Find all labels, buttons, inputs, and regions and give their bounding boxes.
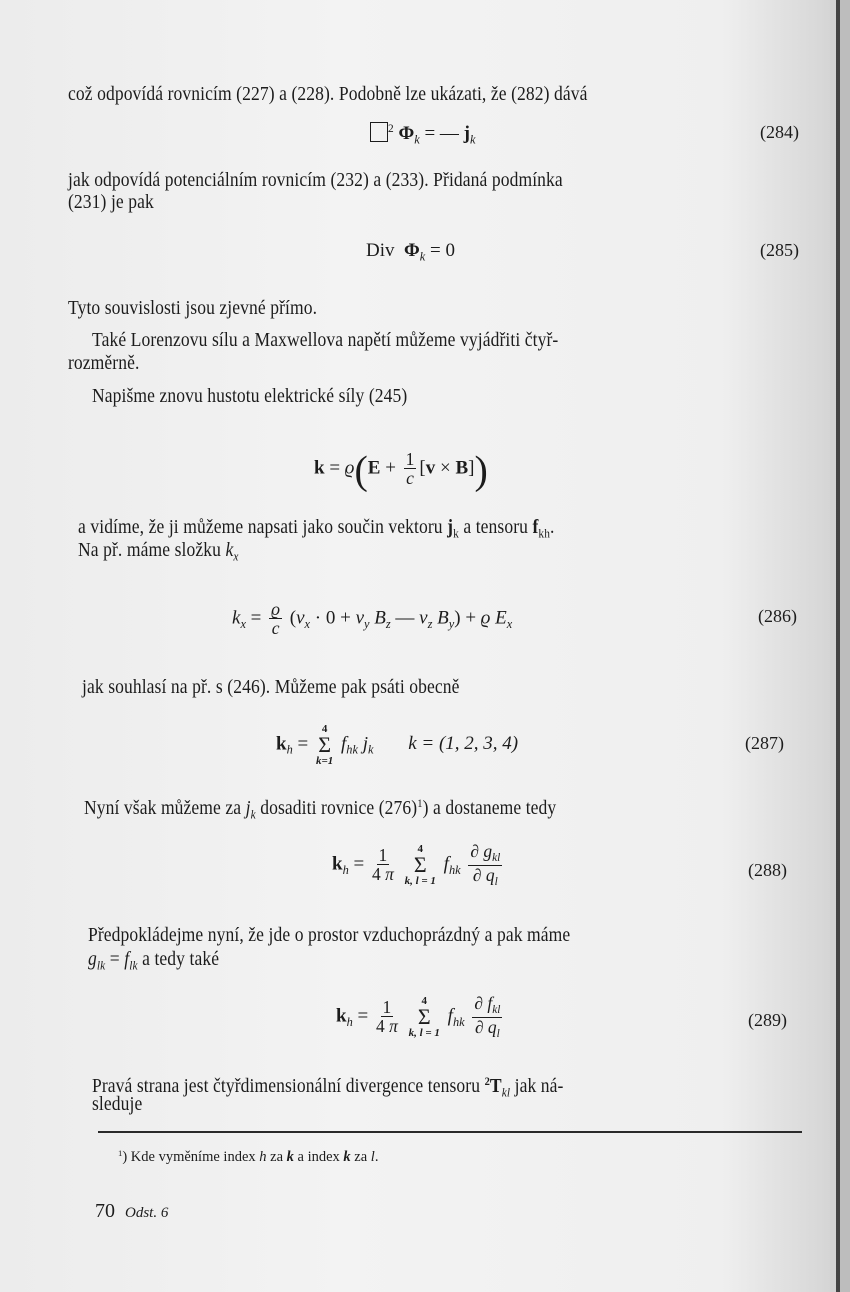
paragraph-line: jak souhlasí na př. s (246). Můžeme pak psáti obecně <box>82 677 460 698</box>
paragraph-line: Na př. máme složku $k_x$ <box>78 540 239 564</box>
footnote: $^1$) Kde vyměníme index h za k a index k za l. <box>118 1148 379 1166</box>
equation-lorentz-force: k = ϱ(E + $\frac{1}{c}$ [v × B]) <box>314 447 488 493</box>
paragraph-line: (231) je pak <box>68 192 154 213</box>
paragraph-line: a vidíme, že ji můžeme napsati jako součin vektoru $j_k$ a tensoru $f_{kh}$. <box>78 517 555 541</box>
paragraph-line: $g_{lk} = f_{lk}$ a tedy také <box>88 949 220 973</box>
equation-286: $k_x$ = $\frac{ϱ}{c}$ ($v_x \cdot 0 + v_y$ $B_z$ — $v_z$ $B_y) + ϱ$ $E_x$ <box>232 599 513 639</box>
equation-288: $k_h$ = $\frac{1}{4 \pi}$ 4 Σ k, l = 1 $f_{hk}$ $\frac{\partial g_{kl}}{\partial q_l}$ <box>332 841 501 888</box>
paragraph-line: Také Lorenzovu sílu a Maxwellova napětí můžeme vyjádřiti čtyř- <box>92 330 559 351</box>
paragraph-line: Napišme znovu hustotu elektrické síly (245) <box>92 386 408 407</box>
paragraph-line: jak odpovídá potenciálním rovnicím (232) a (233). Přidaná podmínka <box>68 170 563 191</box>
equation-number: (288) <box>748 860 787 880</box>
paragraph-line: což odpovídá rovnicím (227) a (228). Podobně lze ukázati, že (282) dává <box>68 84 588 105</box>
paragraph-line: Tyto souvislosti jsou zjevné přímo. <box>68 298 318 319</box>
equation-289: $k_h$ = $\frac{1}{4 \pi}$ 4 Σ k, l = 1 $f_{hk}$ $\frac{\partial f_{kl}}{\partial q_l}$ <box>336 993 501 1040</box>
index-range: k = (1, 2, 3, 4) <box>408 733 519 755</box>
page-footer <box>95 1200 168 1223</box>
paragraph-line: rozměrně. <box>68 353 140 374</box>
equation-number: (289) <box>748 1010 787 1030</box>
footnote-divider <box>98 1131 802 1133</box>
paragraph-line: Předpokládejme nyní, že jde o prostor vzduchoprázdný a pak máme <box>88 925 571 946</box>
equation-rhs: = 0 <box>430 240 455 261</box>
equation-287: $k_h$ = 4 Σ k=1 $f_{hk}$ $j_k$ k = (1, 2, 3, 4) <box>276 723 519 767</box>
page-number: 70 <box>95 1200 115 1222</box>
equation-number: (284) <box>760 122 799 142</box>
equation-284: $^2$ $\Phi_k$ = — $j_k$ <box>370 122 475 147</box>
div-operator: Div <box>366 240 395 261</box>
book-edge <box>840 0 850 1292</box>
section-label: Odst. 6 <box>125 1205 169 1221</box>
paragraph-line: Pravá strana jest čtyřdimensionální divergence tensoru $^2T_{kl}$ jak ná- <box>92 1075 564 1100</box>
paragraph-line: Nyní však můžeme za $j_k$ dosaditi rovnice $(276)^1$) a dostaneme tedy <box>84 797 557 822</box>
equation-number: (285) <box>760 240 799 260</box>
equation-285: Div $\Phi_k = 0$ <box>366 240 455 264</box>
dalembert-operator-icon <box>370 122 388 142</box>
equation-number: (286) <box>758 606 797 626</box>
paragraph-line: sleduje <box>92 1094 143 1115</box>
equation-number: (287) <box>745 733 784 753</box>
